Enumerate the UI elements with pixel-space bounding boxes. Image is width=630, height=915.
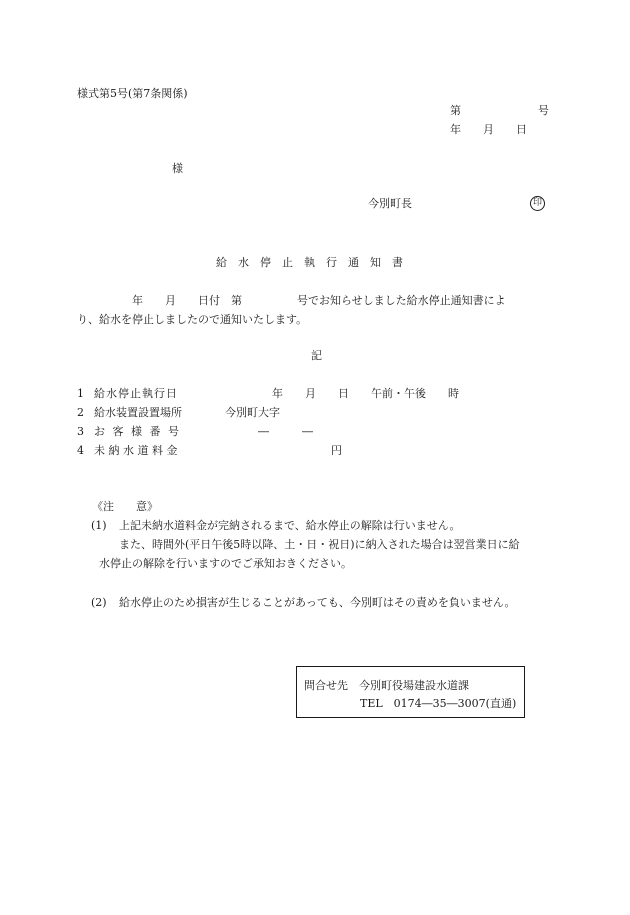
- note-2-text: 給水停止のため損害が生じることがあっても、今別町はその責めを負いません。: [119, 596, 516, 609]
- note-2-number: (2): [91, 596, 107, 609]
- note-1-continuation: 水停止の解除を行いますのでご承知おきください。: [99, 557, 352, 570]
- contact-department: 問合せ先 今別町役場建設水道課: [304, 679, 469, 692]
- item-number: 2: [77, 406, 84, 419]
- item-label: 未 納 水 道 料 金: [94, 444, 178, 457]
- body-line-2: り、給水を停止しましたので通知いたします。: [77, 313, 308, 326]
- item-value: 年 月 日 午前・午後 時: [272, 387, 459, 400]
- sender-name: 今別町長: [368, 197, 412, 210]
- contact-phone: TEL 0174―35―3007(直通): [360, 697, 517, 710]
- item-number: 4: [77, 444, 84, 457]
- item-value: 円: [331, 444, 342, 457]
- notes-heading: 《注 意》: [92, 500, 158, 513]
- item-number: 1: [77, 387, 84, 400]
- note-1-text: 上記未納水道料金が完納されるまで、給水停止の解除は行いません。: [119, 519, 461, 532]
- note-1-continuation: また、時間外(平日午後5時以降、土・日・祝日)に納入された場合は翌営業日に給: [119, 538, 520, 551]
- item-value: ― ―: [258, 425, 313, 438]
- body-line-1: 年 月 日付 第 号でお知らせしました給水停止通知書によ: [77, 294, 506, 307]
- note-1-number: (1): [91, 519, 107, 532]
- seal-mark: 印: [530, 196, 545, 211]
- item-label: 給水装置設置場所: [94, 406, 182, 419]
- form-label: 様式第5号(第7条関係): [77, 87, 188, 100]
- ki-marker: 記: [311, 349, 322, 362]
- item-label: 給水停止執行日: [94, 387, 178, 400]
- item-number: 3: [77, 425, 84, 438]
- addressee-honorific: 様: [172, 162, 183, 175]
- document-date: 年 月 日: [450, 123, 527, 136]
- document-title: 給 水 停 止 執 行 通 知 書: [216, 256, 403, 269]
- document-number: 第 号: [450, 104, 549, 117]
- item-value: 今別町大字: [225, 406, 280, 419]
- item-label: お 客 様 番 号: [94, 425, 181, 438]
